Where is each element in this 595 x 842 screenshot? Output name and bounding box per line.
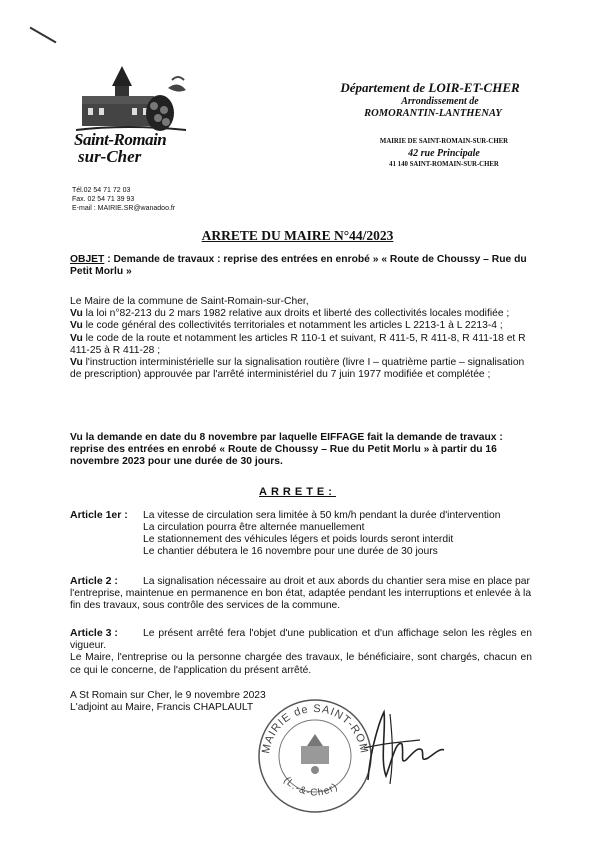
logo-text-line2: sur-Cher bbox=[78, 147, 142, 166]
article3 bbox=[70, 627, 532, 677]
arrondissement-name: ROMORANTIN-LANTHENAY bbox=[364, 108, 502, 119]
departement: Département de LOIR-ET-CHER bbox=[340, 80, 520, 95]
preamble-vu-loi: Vu la loi n°82-213 du 2 mars 1982 relative aux droits et liberté des collectivités locales modifiée ; bbox=[70, 308, 510, 320]
stamp-top-text: MAIRIE de SAINT-ROM bbox=[260, 702, 370, 755]
article1-label: Article 1er : bbox=[70, 509, 128, 521]
article1-line: La vitesse de circulation sera limitée à 50 km/h pendant la durée d'intervention bbox=[143, 510, 501, 521]
article3-label: Article 3 : bbox=[70, 627, 118, 639]
scan-mark bbox=[30, 27, 57, 44]
arrondissement: Arrondissement de bbox=[401, 96, 479, 107]
article1-line: Le stationnement des véhicules légers et poids lourds seront interdit bbox=[143, 534, 454, 545]
article3-text2: Le Maire, l'entreprise ou la personne chargée des travaux, le bénéficiaire, sont chargés, chacun en ce qui le concerne, de l'application du présent arrêté. bbox=[70, 652, 532, 676]
preamble-vu-instruction: Vu l'instruction interministérielle sur la signalisation routière (livre I – quatrième partie – signalisation de prescription) approuvée par l'arrêté interministériel du 7 juin 1977 modifiée et complétée ; bbox=[70, 357, 525, 381]
demande-paragraph: Vu la demande en date du 8 novembre par laquelle EIFFAGE fait la demande de travaux : reprise des entrées en enrobé « Route de Choussy – Rue du Petit Morlu » à partir du 16 novembre 2023 pour une durée de 30 jours. bbox=[70, 432, 503, 468]
stamp-emblem-icon bbox=[301, 734, 329, 774]
svg-text:(L.-&-Cher) bbox=[281, 775, 340, 799]
article2-text: La signalisation nécessaire au droit et aux abords du chantier sera mise en place par l'entreprise, maintenue en permanence en bon état, adaptée pendant les interruptions et enlevée à la fin des travaux, sous contrôle des services de la commune. bbox=[70, 576, 532, 612]
place-date: A St Romain sur Cher, le 9 novembre 2023 bbox=[70, 690, 266, 701]
article3-text: Le présent arrêté fera l'objet d'une publication et d'un affichage selon les règles en vigueur. bbox=[70, 628, 532, 652]
logo-text-line1: Saint-Romain bbox=[74, 130, 167, 149]
article1-line: La circulation pourra être alternée manuellement bbox=[143, 522, 365, 533]
email: E-mail : MAIRIE.SR@wanadoo.fr bbox=[72, 205, 176, 212]
preamble-vu-code-route: Vu le code de la route et notamment les articles R 110-1 et suivant, R 411-5, R 411-8, R 411-18 et R 411-25 à R 411-28 ; bbox=[70, 332, 526, 356]
article2 bbox=[70, 575, 532, 613]
article1-line: Le chantier débutera le 16 novembre pour une durée de 30 jours bbox=[143, 546, 438, 557]
objet-label: OBJET bbox=[70, 254, 105, 265]
article1-body bbox=[143, 510, 538, 558]
preamble-intro: Le Maire de la commune de Saint-Romain-sur-Cher, bbox=[70, 296, 309, 307]
mairie-address: 42 rue Principale bbox=[408, 148, 480, 159]
mairie-name: MAIRIE DE SAINT-ROMAIN-SUR-CHER bbox=[379, 138, 509, 145]
handwritten-signature bbox=[340, 700, 450, 790]
stamp-bottom-text: (L.-&-Cher) bbox=[281, 775, 341, 799]
document-title: ARRETE DU MAIRE N°44/2023 bbox=[201, 228, 394, 243]
article2-label: Article 2 : bbox=[70, 575, 118, 587]
preamble-vu-cgct: Vu le code général des collectivités territoriales et notamment les articles L 2213-1 à L 2213-4 ; bbox=[70, 320, 503, 332]
objet bbox=[70, 254, 532, 278]
municipal-logo bbox=[72, 58, 192, 188]
phone: Tél.02 54 71 72 03 bbox=[72, 187, 131, 194]
arrete-heading: ARRETE: bbox=[259, 486, 336, 498]
fax: Fax. 02 54 71 39 93 bbox=[72, 196, 135, 203]
objet-text: : Demande de travaux : reprise des entrées en enrobé » « Route de Choussy – Rue du Petit Morlu » bbox=[70, 254, 527, 278]
signatory: L'adjoint au Maire, Francis CHAPLAULT bbox=[70, 702, 254, 713]
mairie-postal: 41 140 SAINT-ROMAIN-SUR-CHER bbox=[389, 161, 499, 168]
preamble bbox=[70, 296, 532, 381]
